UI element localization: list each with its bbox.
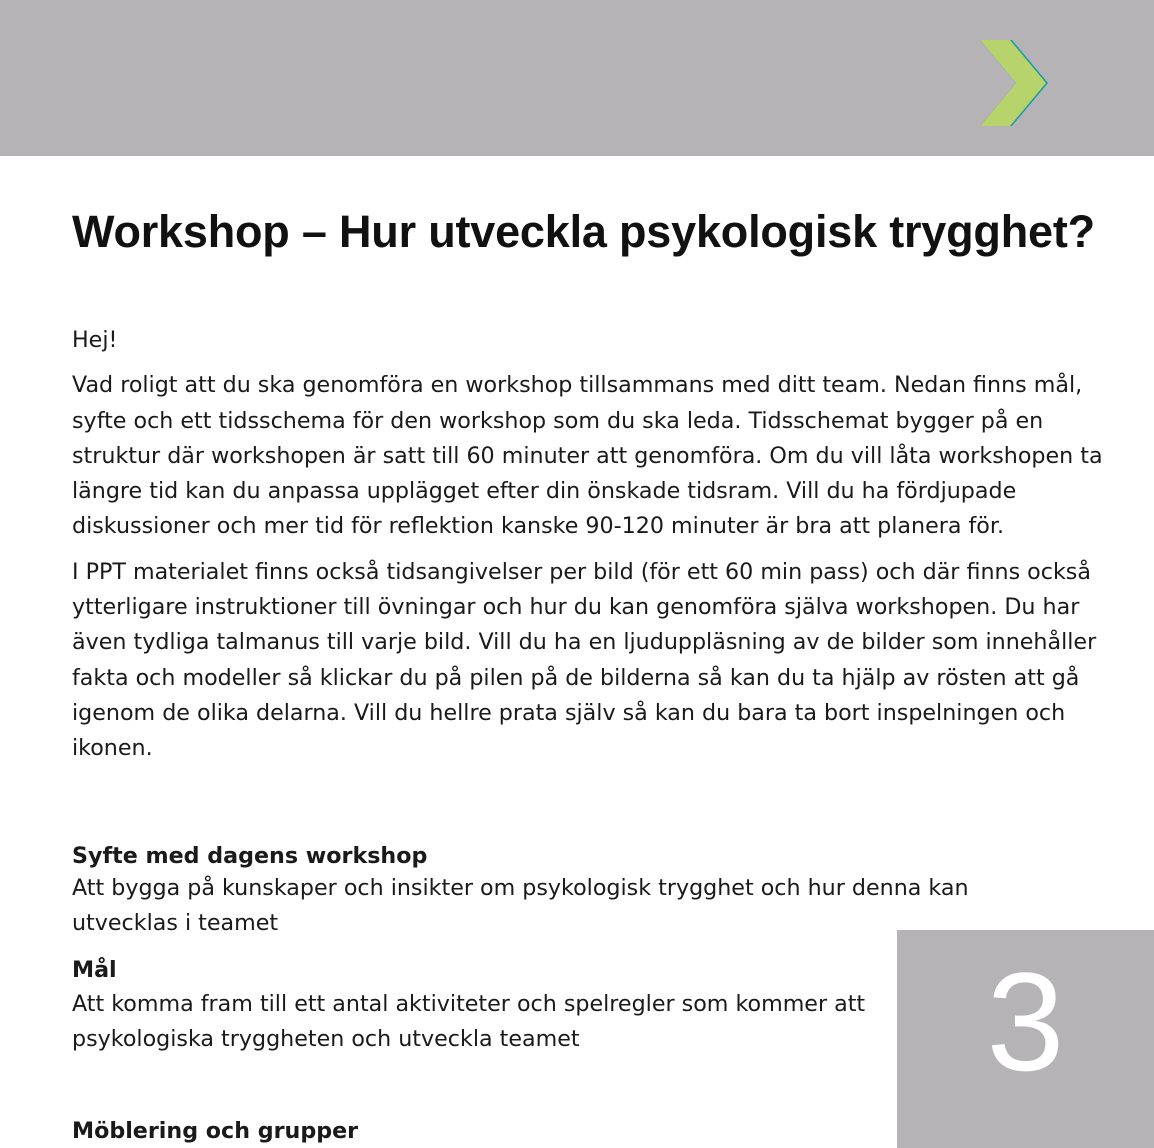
section-text-mal [72,987,902,1058]
page-number: 3 [986,943,1065,1100]
section-heading-mal: Mål [72,957,117,983]
section-heading-moblering: Möblering och grupper [72,1118,359,1144]
page-header-band [0,0,1154,156]
section-text-syfte [72,871,1022,942]
intro-paragraph-1: Vad roligt att du ska genomföra en workshop tillsammans med ditt team. Nedan finns mål, syfte och ett tidsschema för den workshop som du ska leda. Tidsschemat bygger på en struktur där workshopen är satt till 60 minuter att genomföra. Om du vill låta workshopen ta längre tid kan du anpassa upplägget efter din önskade tidsram. Vill du ha fördjupade diskussioner och mer tid för reflektion kanske 90-120 minuter är bra att planera för. [72,372,1103,540]
syfte-line-2: utvecklas i teamet [72,910,279,937]
triple-chevron-logo-icon [970,34,1116,132]
intro-text [72,323,1122,777]
page-number-box [897,930,1154,1148]
greeting: Hej! [72,327,118,353]
syfte-line-1: Att bygga på kunskaper och insikter om psykologisk trygghet och hur denna kan [72,875,969,901]
mal-line-1: Att komma fram till ett antal aktiviteter och spelregler som kommer att [72,991,866,1017]
mal-line-2: psykologiska tryggheten och utveckla teamet [72,1026,580,1053]
section-heading-syfte: Syfte med dagens workshop [72,843,428,869]
page-title: Workshop – Hur utveckla psykologisk trygghet? [72,206,1095,257]
intro-paragraph-2: I PPT materialet finns också tidsangivelser per bild (för ett 60 min pass) och där finns också ytterligare instruktioner till övningar och hur du kan genomföra själva workshopen. Du har även tydliga talmanus till varje bild. Vill du ha en ljuduppläsning av de bilder som innehåller fakta och modeller så klickar du på pilen på de bilderna så kan du ta hjälp av rösten att gå igenom de olika delarna. Vill du hellre prata själv så kan du bara ta bort inspelningen och ikonen. [72,558,1097,762]
